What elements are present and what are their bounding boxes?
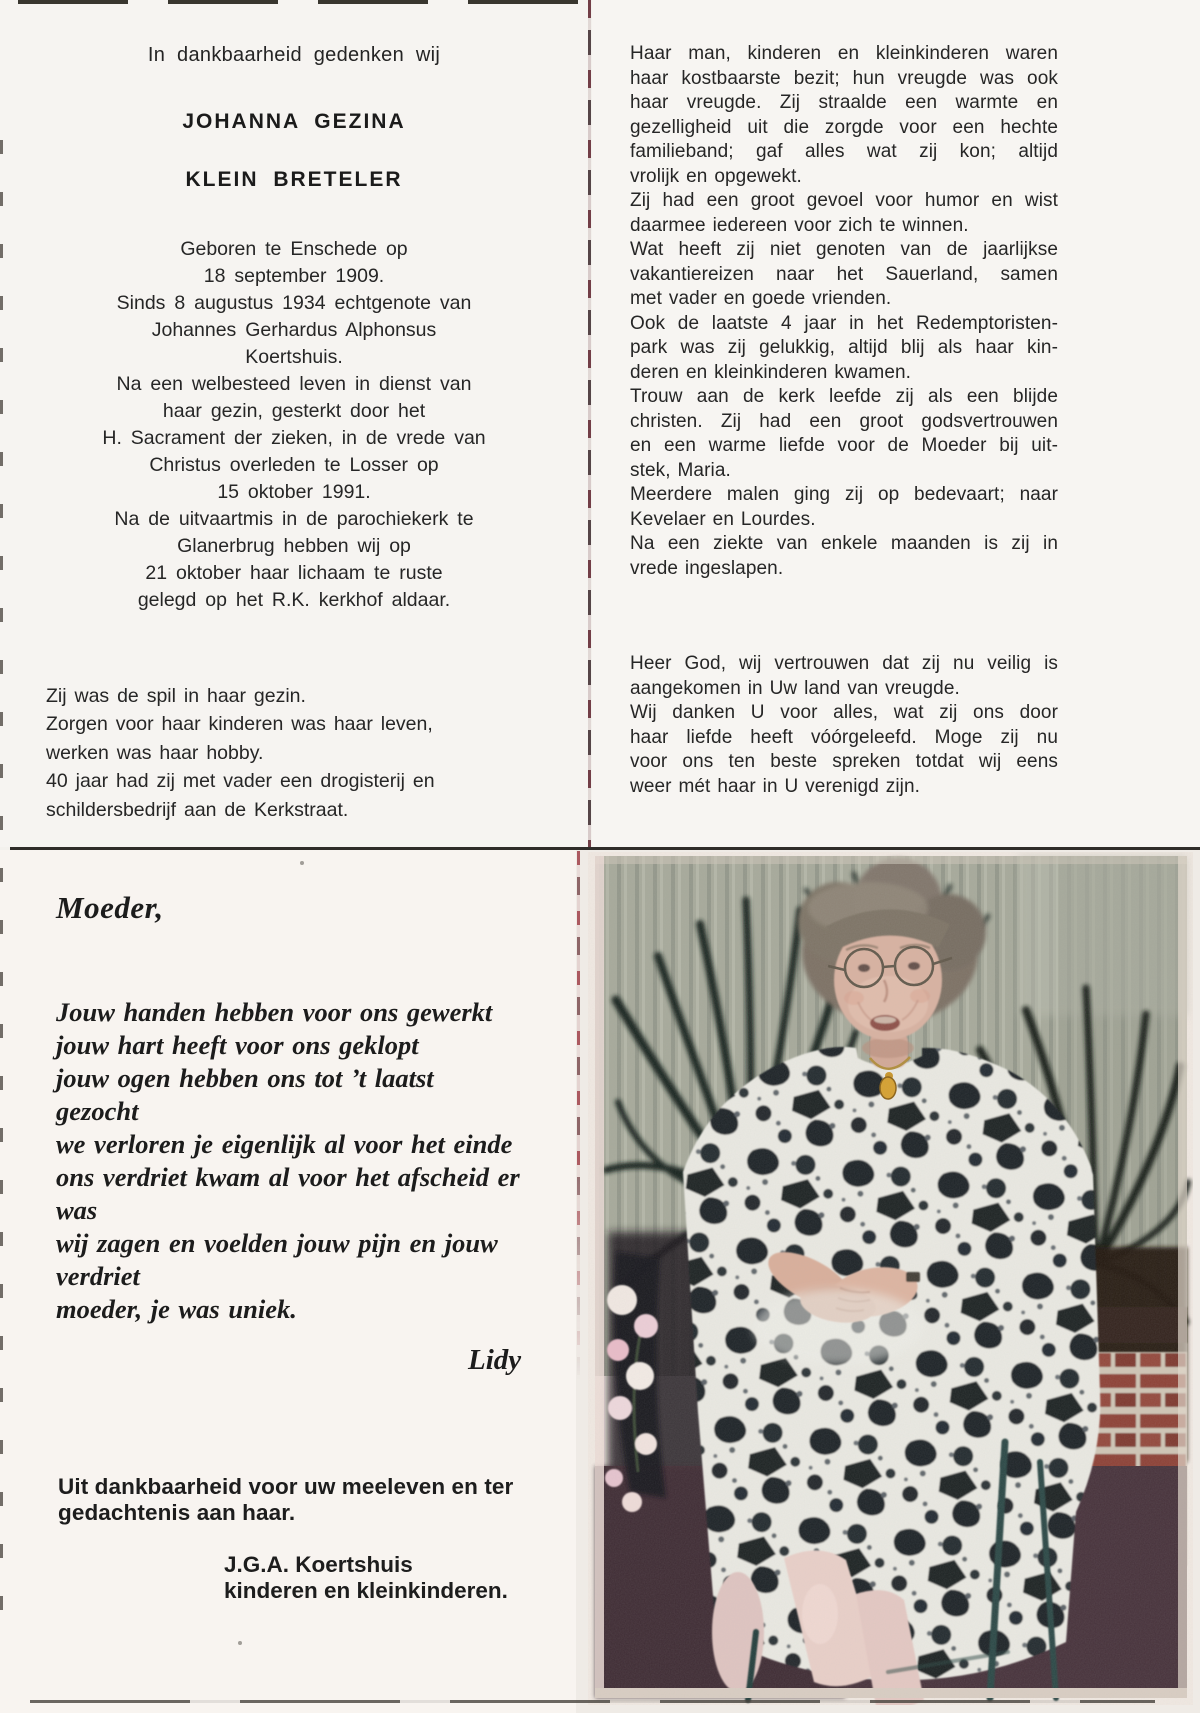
- card-left-page: [0, 0, 588, 847]
- paragraph-line: haar kostbaarste bezit; hun vreugde was ook: [630, 67, 1058, 89]
- paragraph-line: gezelligheid uit die zorgde voor een hechte: [630, 116, 1058, 138]
- text-line: verdriet: [56, 1261, 140, 1291]
- vertical-fold-line-top: [588, 0, 591, 847]
- paragraph-line: Kevelaer en Lourdes.: [630, 508, 816, 530]
- text-line: Christus overleden te Losser op: [149, 454, 439, 476]
- text-line: schildersbedrijf aan de Kerkstraat.: [46, 798, 349, 821]
- text-line: jouw hart heeft voor ons geklopt: [56, 1030, 419, 1060]
- text-line: ons verdriet kwam al voor het afscheid er: [56, 1162, 520, 1192]
- text-line: moeder, je was uniek.: [56, 1294, 297, 1324]
- text-line: gedachtenis aan haar.: [58, 1499, 296, 1525]
- text-line: Na de uitvaartmis in de parochiekerk te: [114, 508, 474, 530]
- paragraph-line: Zij had een groot gevoel voor humor en wist: [630, 190, 1058, 211]
- paragraph-line: met vader en goede vrienden.: [630, 288, 892, 309]
- text-line: 21 oktober haar lichaam te ruste: [145, 562, 443, 584]
- paragraph-line: christen. Zij had een groot godsvertrouwen: [630, 410, 1058, 432]
- text-line: H. Sacrament der zieken, in de vrede van: [102, 427, 486, 449]
- family-tribute-block: [46, 682, 580, 824]
- paragraph-line: Meerdere malen ging zij op bedevaart; naar: [630, 484, 1058, 505]
- paragraph-line: Wat heeft zij niet genoten van de jaarlijkse: [630, 239, 1058, 260]
- text-line: Uit dankbaarheid voor uw meeleven en ter: [58, 1474, 514, 1499]
- poem-block: [56, 996, 520, 1326]
- text-line: 40 jaar had zij met vader een drogisterij en: [46, 770, 435, 793]
- paragraph-line: vrolijk en opgewekt.: [630, 165, 802, 187]
- paragraph-line: haar liefde heeft vóórgeleefd. Moge zij nu: [630, 726, 1058, 748]
- text-line: J.G.A. Koertshuis: [224, 1552, 413, 1577]
- paragraph-line: haar vreugde. Zij straalde een warmte en: [630, 92, 1058, 113]
- text-line: jouw ogen hebben ons tot ’t laatst: [56, 1063, 434, 1093]
- memorial-photo-graphic: [588, 852, 1193, 1705]
- paragraph-line: Haar man, kinderen en kleinkinderen waren: [630, 43, 1058, 64]
- text-line: 15 oktober 1991.: [217, 481, 371, 503]
- text-line: was: [56, 1195, 98, 1225]
- life-dates-block: [12, 236, 576, 614]
- acknowledgement-block: [58, 1474, 513, 1525]
- paragraph-line: deren en kleinkinderen kwamen.: [630, 361, 912, 383]
- text-line: Jouw handen hebben voor ons gewerkt: [56, 997, 493, 1027]
- text-line: 18 september 1909.: [203, 265, 385, 287]
- scan-speck: [300, 861, 304, 865]
- paragraph-line: park was zij gelukkig, altijd blij als haar kin-: [630, 337, 1058, 358]
- paragraph-line: stek, Maria.: [630, 459, 731, 481]
- paragraph-line: aangekomen in Uw land van vreugde.: [630, 677, 960, 699]
- paragraph-line: Ook de laatste 4 jaar in het Redemptoristen-: [630, 312, 1058, 334]
- paragraph-line: en een warme liefde voor de Moeder bij uit-: [630, 435, 1058, 456]
- paragraph-line: vrede ingeslapen.: [630, 557, 784, 579]
- text-line: kinderen en kleinkinderen.: [224, 1577, 508, 1603]
- paragraph-line: weer mét haar in U verenigd zijn.: [630, 775, 921, 797]
- text-line: gezocht: [56, 1096, 139, 1126]
- text-line: Zorgen voor haar kinderen was haar leven,: [46, 713, 433, 736]
- paragraph-line: vakantiereizen naar het Sauerland, samen: [630, 263, 1058, 285]
- poem-page: [0, 850, 576, 1713]
- poem-salutation: Moeder,: [56, 890, 164, 925]
- text-line: Koertshuis.: [245, 346, 343, 368]
- card-right-page: [592, 0, 1200, 847]
- paragraph-line: voor ons ten beste spreken totdat wij eens: [630, 751, 1058, 772]
- deceased-name-line2: KLEIN BRETELER: [185, 168, 403, 191]
- text-line: wij zagen en voelden jouw pijn en jouw: [56, 1228, 498, 1258]
- memorial-text-block: [630, 42, 1058, 581]
- paragraph-line: Wij danken U voor alles, wat zij ons door: [630, 702, 1058, 723]
- photo-grain: [595, 856, 1187, 1698]
- text-line: Sinds 8 augustus 1934 echtgenote van: [116, 292, 472, 314]
- text-line: Geboren te Enschede op: [180, 238, 408, 260]
- text-line: Glanerbrug hebben wij op: [177, 535, 411, 557]
- intro-line: In dankbaarheid gedenken wij: [147, 44, 441, 66]
- poem-signature: Lidy: [468, 1344, 522, 1376]
- paragraph-line: Na een ziekte van enkele maanden is zij in: [630, 533, 1058, 554]
- text-line: werken was haar hobby.: [46, 741, 264, 764]
- photo-content: [595, 856, 1188, 1705]
- text-line: Na een welbesteed leven in dienst van: [116, 373, 472, 395]
- deceased-name-line1: JOHANNA GEZINA: [182, 110, 406, 133]
- text-line: Zij was de spil in haar gezin.: [46, 685, 306, 707]
- family-signoff-block: [224, 1552, 508, 1603]
- paragraph-line: familieband; gaf alles wat zij kon; altijd: [630, 141, 1058, 162]
- paragraph-line: Heer God, wij vertrouwen dat zij nu veilig is: [630, 653, 1058, 674]
- paragraph-line: Trouw aan de kerk leefde zij als een blijde: [630, 386, 1058, 407]
- text-line: gelegd op het R.K. kerkhof aldaar.: [137, 589, 451, 611]
- scan-speck: [238, 1641, 242, 1645]
- prayer-text-block: [630, 652, 1058, 799]
- memorial-photo: [588, 852, 1193, 1705]
- text-line: haar gezin, gesterkt door het: [162, 400, 426, 422]
- paragraph-line: daarmee iedereen voor zich te winnen.: [630, 214, 969, 236]
- text-line: we verloren je eigenlijk al voor het einde: [56, 1129, 513, 1159]
- text-line: Johannes Gerhardus Alphonsus: [151, 319, 437, 341]
